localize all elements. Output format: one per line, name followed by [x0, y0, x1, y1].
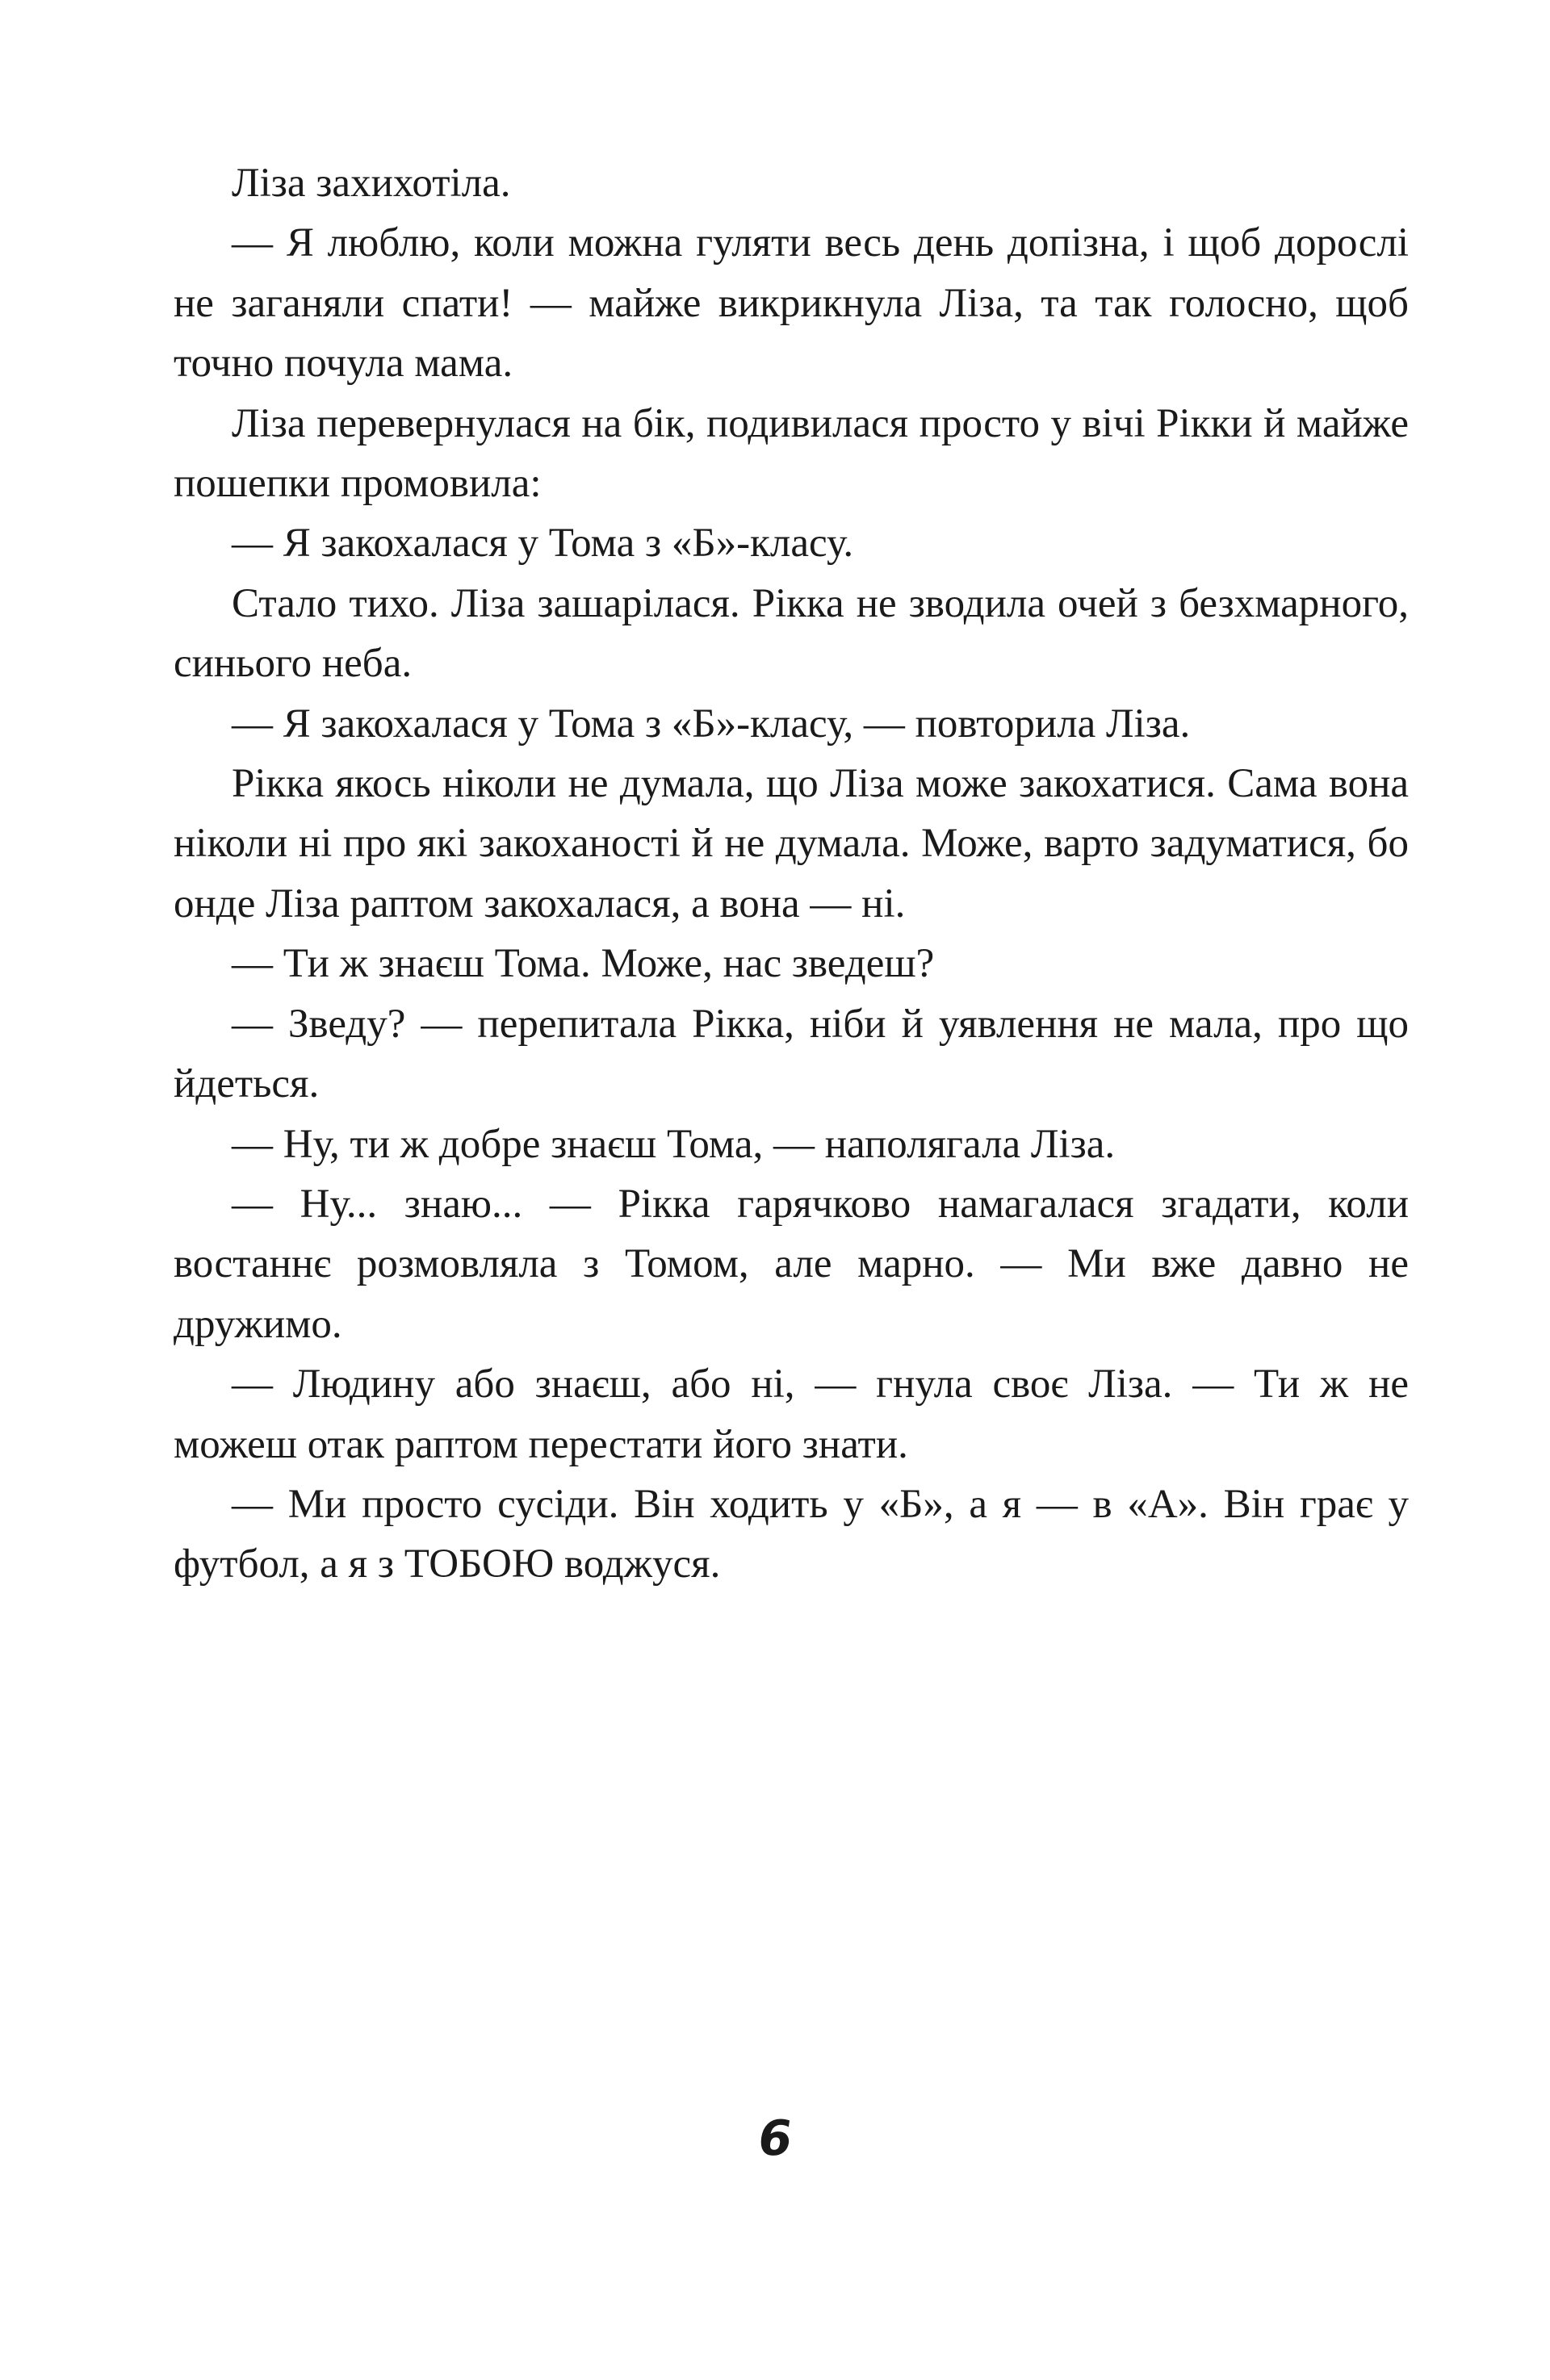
paragraph-12: — Людину або знаєш, або ні, — гнула своє Ліза. — Ти ж не можеш отак раптом перестати його знати.	[174, 1361, 1409, 1467]
paragraph-2: — Я люблю, коли можна гуляти весь день допізна, і щоб дорослі не заганяли спати! — майже викрикнула Ліза, та так голосно, щоб точно почула мама.	[174, 220, 1409, 387]
paragraph-7: Рікка якось ніколи не думала, що Ліза може закохатися. Сама вона ніколи ні про які закоханості й не думала. Може, варто задуматися, бо онде Ліза раптом закохалася, а вона — ні.	[174, 761, 1409, 926]
paragraph-13: — Ми просто сусіди. Він ходить у «Б», а я — в «А». Він грає у футбол, а я з ТОБОЮ воджуся.	[174, 1481, 1409, 1587]
paragraph-5: Стало тихо. Ліза зашарілася. Рікка не зводила очей з безхмарного, синього неба.	[174, 580, 1409, 687]
paragraph-9: — Зведу? — перепитала Рікка, ніби й уявлення не мала, про що йдеться.	[174, 1001, 1409, 1107]
paragraph-11: — Ну... знаю... — Рікка гарячково намагалася згадати, коли востаннє розмовляла з Томом, але марно. — Ми вже давно не дружимо.	[174, 1181, 1409, 1347]
body-text	[174, 153, 1409, 1595]
paragraph-8: — Ти ж знаєш Тома. Може, нас зведеш?	[232, 941, 935, 987]
paragraph-6: — Я закохалася у Тома з «Б»-класу, — повторила Ліза.	[232, 701, 1191, 747]
paragraph-10: — Ну, ти ж добре знаєш Тома, — наполягала Ліза.	[232, 1121, 1116, 1167]
paragraph-1: Ліза захихотіла.	[232, 161, 511, 206]
page-number: 6	[754, 2110, 796, 2167]
paragraph-3: Ліза перевернулася на бік, подивилася просто у вічі Рікки й майже пошепки промовила:	[174, 400, 1409, 507]
paragraph-4: — Я закохалася у Тома з «Б»-класу.	[232, 521, 854, 567]
